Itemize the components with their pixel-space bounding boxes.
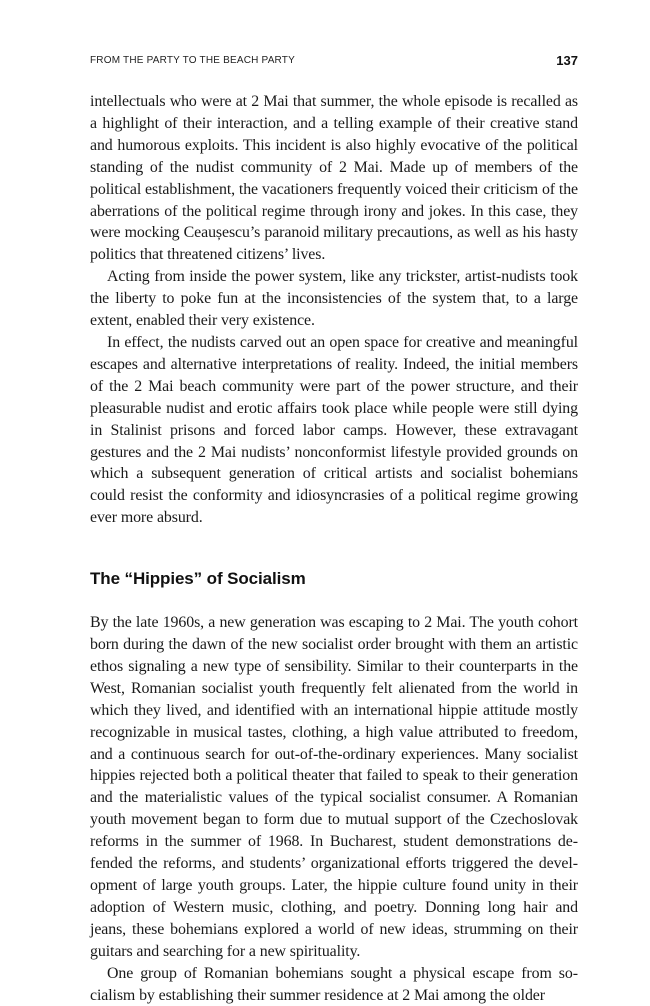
paragraph: By the late 1960s, a new generation was escaping to 2 Mai. The youth cohort born during the dawn of the new socialist order brought with them an artistic ethos signaling a new type of sensibility. Similar to their counterparts in the West, Romanian socialist youth frequently felt alienated from the world in which they lived, and identified with an international hippie attitude mostly recognizable in musical tastes, clothing, a high value attributed to freedom, and a continuous search for out-of-the-ordinary experiences. Many socialist hippies rejected both a political theater that failed to speak to their generation and the materialistic values of the typical socialist consumer. A Romanian youth movement began to form due to mutual support of the Czechoslovak reforms in the summer of 1968. In Bucharest, student demonstrations defended the reforms, and students’ organizational efforts triggered the development of large youth groups. Later, the hippie culture found unity in their adoption of Western music, clothing, and poetry. Donning long hair and jeans, these bohemians explored a world of new ideas, strumming on their guitars and searching for a new spirituality. [90,614,578,960]
running-title: FROM THE PARTY TO THE BEACH PARTY [90,55,295,66]
paragraph: One group of Romanian bohemians sought a physical escape from socialism by establishing their summer residence at 2 Mai among the older [90,964,578,1004]
paragraph: Acting from inside the power system, like any trickster, artist-nudists took the liberty to poke fun at the inconsistencies of the system that, to a large extent, enabled their very existence. [90,268,578,330]
body-text [90,91,578,1006]
section-heading: The “Hippies” of Socialism [90,569,306,589]
paragraph: intellectuals who were at 2 Mai that summer, the whole episode is recalled as a highlight of their interaction, and a telling example of their creative stand and humorous exploits. This incident is also highly evocative of the political standing of the nudist community of 2 Mai. Made up of members of the political establishment, the vacationers frequently voiced their criticism of the aberrations of the political regime through irony and jokes. In this case, they were mocking Ceaușescu’s paranoid military precautions, as well as his hasty politics that threatened citizens’ lives. [90,93,578,264]
paragraph: In effect, the nudists carved out an open space for creative and meaningful escapes and alternative interpretations of reality. Indeed, the initial members of the 2 Mai beach community were part of the power structure, and their pleasurable nudist and erotic affairs took place while people were still dying in Stalinist prisons and forced labor camps. However, these extravagant gestures and the 2 Mai nudists’ nonconformist lifestyle provided grounds on which a subsequent generation of critical artists and socialist bohemians could resist the conformity and idiosyncrasies of a political regime growing ever more absurd. [90,333,578,527]
page-number: 137 [556,53,578,68]
